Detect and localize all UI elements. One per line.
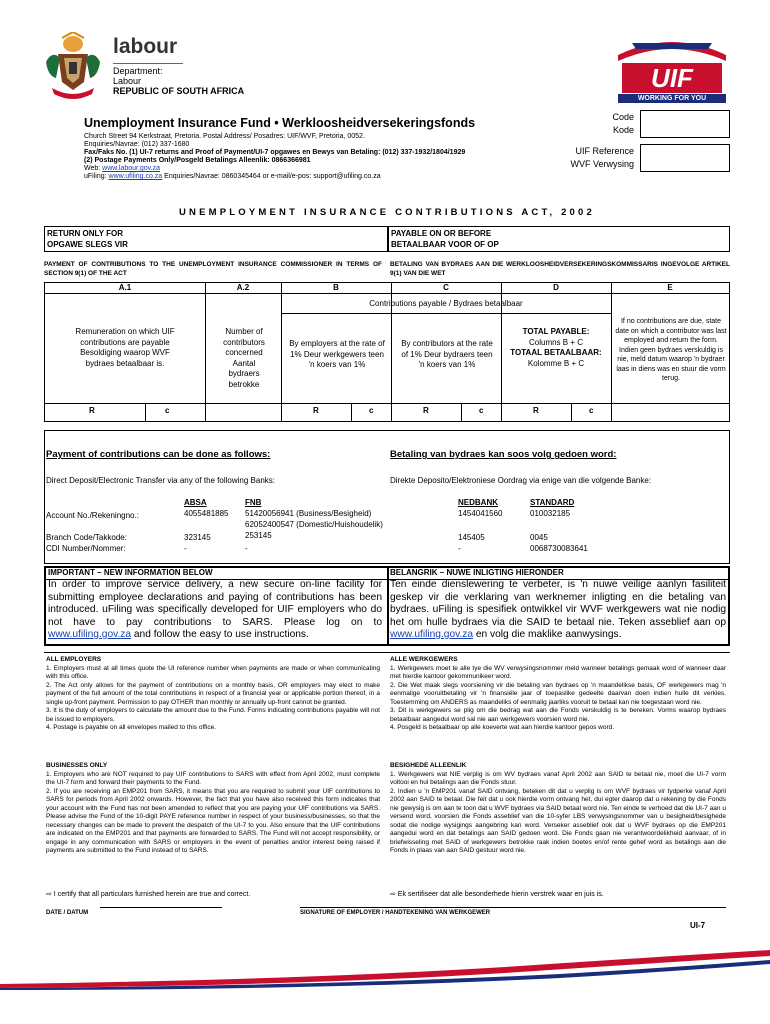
col-a1-description: Remuneration on which UIF contributions are payable Besoldiging waarop WVF bydraes betaalbaar is. <box>75 327 175 368</box>
fnb-branch: 253145 <box>245 531 272 540</box>
department-country: REPUBLIC OF SOUTH AFRICA <box>113 86 245 96</box>
important-body-en: In order to improve service delivery, a new secure on-line facility for submitting employee declarations and paying of contributions has been introduced. uFiling was specifically developed for UIF employers who do not have to pay contributions to SARS. Please log on to www.ufiling.gov.za and follow the easy to use instructions. <box>48 579 382 640</box>
code-label: Code <box>612 112 634 122</box>
businesses-only-af: BESIGHEDE ALLEENLIK 1. Werkgewers wat NIE verplig is om WV bydraes vanaf April 2002 aan SAID te betaal nie, moet die UI-7 vorm voltooi en hul betalings aan die Fonds stuur. 2. Indien u 'n EMP201 vanaf SAID ontvang, beteken dit dat u verplig is om WVF bydraes vir tydperke vanaf April 2002 aan SAID te betaal. Die feit dat u ook hierdie vorm ontvang het, dui egter daarop dat u rekening by die Fonds nie gewysig is om aan te toon dat u WVF bydraes via SAID betaal word nie. Ten einde te verhoed dat die UI-7 aan u versend word, voorsien die Fonds asseblief van die 10-syfer LBS verwysingsnommer van u besigheid/besighede sodat die nodige wysigings aangebring kan word. Verseker asseblief ook dat u WVF bydraes op die EMP201 aangedui word en dat betalings aan SAID gedoen word. Die Fonds gaan nie verantwoordelikheid aanvaar, of in briefwisseling met SAID of werkgewers betrokke raak indien boetes en/of rente gehef word as betalings aan die Fonds in plaas van aan SAID gestuur word nie. <box>390 762 726 854</box>
return-only-for-label: RETURN ONLY FOR <box>47 229 124 238</box>
cdi-number-label: CDI Number/Nommer: <box>46 544 126 553</box>
certify-statement-af: ⇨ Ek sertifiseer dat alle besonderhede hierin verstrek waar en juis is. <box>390 891 604 898</box>
kode-label: Kode <box>612 125 634 135</box>
absa-branch: 323145 <box>184 533 211 542</box>
branch-code-label: Branch Code/Takkode: <box>46 533 127 542</box>
web-label: Web: <box>84 165 103 172</box>
standard-account: 010032185 <box>530 509 571 518</box>
a1-cent-label: c <box>165 406 170 415</box>
important-body-af: Ten einde dienslewering te verbeter, is 'n nuwe veilige aanlyn fasiliteit geskep vir die verklaring van werknemer inligting en die betaling van bydraes. uFiling is spesifiek ontwikkel vir WVF werkgewers wat nie nodig het om hulle bydraes via die SAID te betaal nie. Teken asseblief aan op www.ufiling.gov.za en volg die maklike aanwysings. <box>390 579 726 640</box>
all-employers-en: ALL EMPLOYERS 1. Employers must at all times quote the UI reference number when payments are made or when communicating with this office. 2. The Act only allows for the payment of contributions on a monthly basis, OR employers may elect to make payment of the full amount of the total contributions in respect of a financial year or applicable portion thereof, in a single up-front payment. Permission to pay OTHER than monthly or annually up-front cannot be granted. 3. It is the duty of employers to calculate the amount due to the Fund. Forms indicating contributions payable will not be issued to employers. 4. Postage is payable on all envelopes mailed to this office. <box>46 656 380 731</box>
uif-reference-input[interactable] <box>640 144 730 172</box>
department-wordmark: labour <box>113 35 178 58</box>
all-employers-af: ALLE WERKGEWERS 1. Werkgewers moet te alle tye die WV verwysingsnommer meld wanneer betalings gemaak word of wanneer daar met hierdie kantoor gekommunikeer word. 2. Die Wet maak slegs voorsiening vir die betaling van bydraes op 'n maandelikse basis, OF werkgewers mag 'n eenmalige vooruitbetaling vir 'n finansiële jaar of toepaslike gedeelte daarvan doen indien hulle dit verkies. Toestemming om ANDERS as maandeliks of eenmalig jaarliks vooruit te betaal kan nie toegestaan word nie. 3. Dit is werkgewers se plig om die bedrag wat aan die Fonds verskuldig is te bereken. Vorms waarop bydraes betaalbaar aangedui word sal nie aan werkgewers voorsien word nie. 4. Posgeld is betaalbaar op alle koeverte wat aan hierdie kantoor gepos word. <box>390 656 726 731</box>
fund-title: Unemployment Insurance Fund • Werkloosheidversekeringsfonds <box>84 116 476 130</box>
uif-tagline: WORKING FOR YOU <box>637 95 707 102</box>
col-a2-description: Number of contributors concerned Aantal bydraers betrokke <box>223 327 265 389</box>
notes-top-rule <box>44 652 730 653</box>
date-line[interactable] <box>100 907 222 908</box>
fnb-account-business: 51420056941 (Business/Besigheid) <box>245 509 372 518</box>
act-title: UNEMPLOYMENT INSURANCE CONTRIBUTIONS ACT, 2002 <box>178 207 596 218</box>
d-cent-label: c <box>589 406 594 415</box>
signature-line[interactable] <box>300 907 726 908</box>
payment-heading-af: Betaling van bydraes kan soos volg gedoen word: <box>390 449 617 460</box>
date-label: DATE / DATUM <box>46 910 89 916</box>
bank-standard: STANDARD <box>530 498 575 507</box>
ufiling-link[interactable]: www.ufiling.co.za <box>108 173 163 180</box>
payment-intro-af: Direkte Deposito/Elektroniese Oordrag via enige van die volgende Banke: <box>390 476 652 485</box>
fnb-account-domestic: 62052400547 (Domestic/Huishoudelik) <box>245 520 383 529</box>
col-a1-header: A.1 <box>118 283 132 292</box>
payable-on-label: PAYABLE ON OR BEFORE <box>391 229 492 238</box>
important-heading-af: BELANGRIK – NUWE INLIGTING HIERONDER <box>390 568 564 577</box>
uif-logo-text: UIF <box>651 63 693 93</box>
fnb-cdi: - <box>245 544 248 553</box>
uif-logo <box>618 33 726 103</box>
opgawe-slegs-vir-label: OPGAWE SLEGS VIR <box>47 240 128 249</box>
uif-reference-label: UIF Reference <box>575 146 634 156</box>
col-b-description: By employers at the rate of 1% Deur werkgewers teen 'n koers van 1% <box>289 339 385 369</box>
ufiling-label: uFiling: <box>84 173 109 180</box>
col-e-description: If no contributions are due, state date on which a contributor was last employed and return the form. Indien geen bydraes verskuldig is nie, meld datum waarop 'n bydraer laas in diens was en stuur die vorm terug. <box>615 318 727 382</box>
payment-to-commissioner-af: BETALING VAN BYDRAES AAN DIE WERKLOOSHEIDVERSEKERINGSKOMMISSARIS INGEVOLGE ARTIKEL 9(1) VAN DIE WET <box>390 261 730 277</box>
absa-cdi: - <box>184 544 187 553</box>
c-rand-label: R <box>423 406 429 415</box>
wvf-reference-label: WVF Verwysing <box>570 159 634 169</box>
certify-statement-en: ⇨ I certify that all particulars furnished herein are true and correct. <box>46 891 251 898</box>
standard-cdi: 0068730083641 <box>530 544 588 553</box>
col-d-header: D <box>553 283 559 292</box>
address-line: Church Street 94 Kerkstraat, Pretoria. Postal Address/ Posadres: UIF/WVF, Pretoria, 0052. <box>84 133 365 140</box>
col-e-header: E <box>667 283 673 292</box>
payment-to-commissioner-en: PAYMENT OF CONTRIBUTIONS TO THE UNEMPLOYMENT INSURANCE COMMISSIONER IN TERMS OF SECTION 9(1) OF THE ACT <box>44 261 382 277</box>
fax-line: Fax/Faks No. (1) UI-7 returns and Proof of Payment/UI-7 opgawes en Bewys van Betaling: (012) 337-1932/1804/1929 <box>84 149 466 156</box>
nedbank-branch: 145405 <box>458 533 485 542</box>
b-cent-label: c <box>369 406 374 415</box>
signature-label: SIGNATURE OF EMPLOYER / HANDTEKENING VAN WERKGEWER <box>300 910 491 916</box>
web-link[interactable]: www.labour.gov.za <box>102 165 161 172</box>
nedbank-account: 1454041560 <box>458 509 503 518</box>
col-b-header: B <box>333 283 339 292</box>
department-name: Labour <box>113 76 142 86</box>
c-cent-label: c <box>479 406 484 415</box>
bank-fnb: FNB <box>245 498 262 507</box>
col-c-header: C <box>443 283 449 292</box>
enquiries-line: Enquiries/Navrae: (012) 337-1680 <box>84 141 190 148</box>
coat-of-arms-logo <box>42 32 104 102</box>
absa-account: 4055481885 <box>184 509 229 518</box>
decorative-swoosh <box>0 950 770 990</box>
payment-heading-en: Payment of contributions can be done as follows: <box>46 449 271 460</box>
ufiling-line <box>84 172 381 181</box>
department-label: Department: <box>113 66 163 76</box>
form-code: UI-7 <box>690 921 706 930</box>
col-c-description: By contributors at the rate of 1% Deur bydraers teen 'n koers van 1% <box>401 339 493 369</box>
contributions-table <box>44 282 730 422</box>
code-input[interactable] <box>640 110 730 138</box>
department-divider <box>113 63 183 64</box>
payment-intro-en: Direct Deposit/Electronic Transfer via any of the following Banks: <box>46 476 275 485</box>
d-rand-label: R <box>533 406 539 415</box>
businesses-only-en: BUSINESSES ONLY 1. Employers who are NOT required to pay UIF contributions to SARS with effect from April 2002, must complete the UI-7 form and forward their payments to the Fund. 2. If you are receiving an EMP201 from SARS, it means that you are required to submit your UIF contributions to SARS for periods from April 2002 onwards. However, the fact that you have also received this form indicates that your account with the Fund has not been amended to reflect that you are paying your UIF contributions via SARS. Please advise the Fund of the 10-digit PAYE reference number in respect of your business/businesses, so that the necessary changes can be made to prevent the despatch of the UI-7 to you. Also ensure that the UIF contributions are indicated on the EMP201 and that payments are forwarded to SARS. The Fund will not accept responsibility, or engage in any communication with SARS or employers in the event of penalties and/or interest being raised if payments are submitted to the Fund instead of to SARS. <box>46 762 380 854</box>
contributions-payable-header: Contributions payable / Bydraes betaalbaar <box>369 299 523 308</box>
b-rand-label: R <box>313 406 319 415</box>
bank-nedbank: NEDBANK <box>458 498 498 507</box>
nedbank-cdi: - <box>458 544 461 553</box>
bank-absa: ABSA <box>184 498 207 507</box>
important-heading-en: IMPORTANT – NEW INFORMATION BELOW <box>48 568 213 577</box>
important-link-af[interactable]: www.ufiling.gov.za <box>390 629 474 640</box>
important-link-en[interactable]: www.ufiling.gov.za <box>48 629 132 640</box>
ufiling-contact: Enquiries/Navrae: 0860345464 or e-mail/e-pos: support@ufiling.co.za <box>162 173 381 180</box>
a1-rand-label: R <box>89 406 95 415</box>
account-no-label: Account No./Rekeningno.: <box>46 511 139 520</box>
postage-fax-line: (2) Postage Payments Only/Posgeld Betalings Alleenlik: 0866366981 <box>84 157 311 164</box>
col-d-description: TOTAL PAYABLE: Columns B + C TOTAAL BETAALBAAR: Kolomme B + C <box>510 327 602 368</box>
col-a2-header: A.2 <box>236 283 250 292</box>
standard-branch: 0045 <box>530 533 548 542</box>
betaalbaar-voor-label: BETAALBAAR VOOR OF OP <box>391 240 499 249</box>
